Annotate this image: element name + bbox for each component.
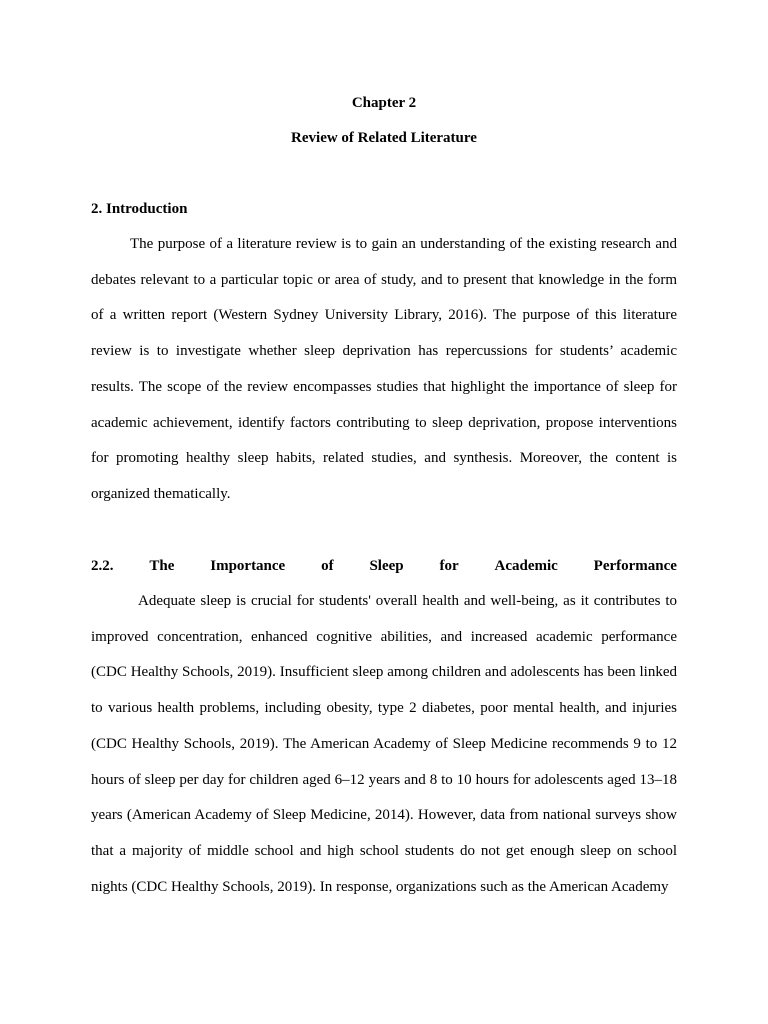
section-heading-introduction: 2. Introduction (91, 201, 188, 217)
heading-word: Sleep (369, 558, 404, 574)
paragraph-introduction: The purpose of a literature review is to gain an understanding of the existing research and debates relevant to a particular topic or area of study, and to present that knowledge in the form of a written report (Western Sydney University Library, 2016). The purpose of this literature review is to investigate whether sleep deprivation has repercussions for students’ academic results. The scope of the review encompasses studies that highlight the importance of sleep for academic achievement, identify factors contributing to sleep deprivation, propose interventions for promoting healthy sleep habits, related studies, and synthesis. Moreover, the content is organized thematically. (91, 236, 677, 502)
chapter-number: Chapter 2 (351, 95, 417, 111)
heading-word: for (439, 558, 459, 574)
heading-word: of (321, 558, 334, 574)
heading-word: 2.2. (91, 558, 114, 574)
heading-word: Performance (593, 558, 677, 574)
heading-word: The (149, 558, 175, 574)
chapter-title: Review of Related Literature (291, 130, 477, 146)
heading-word: Importance (210, 558, 286, 574)
paragraph-sleep-importance: Adequate sleep is crucial for students' overall health and well-being, as it contributes to improved concentration, enhanced cognitive abilities, and increased academic performance (CDC Healthy Schools, 2019). Insufficient sleep among children and adolescents has been linked to various health problems, including obesity, type 2 diabetes, poor mental health, and injuries (CDC Healthy Schools, 2019). The American Academy of Sleep Medicine recommends 9 to 12 hours of sleep per day for children aged 6–12 years and 8 to 10 hours for adolescents aged 13–18 years (American Academy of Sleep Medicine, 2014). However, data from national surveys show that a majority of middle school and high school students do not get enough sleep on school nights (CDC Healthy Schools, 2019). In response, organizations such as the American Academy (91, 593, 677, 895)
heading-word: Academic (494, 558, 558, 574)
section-heading-sleep-importance (91, 556, 677, 576)
